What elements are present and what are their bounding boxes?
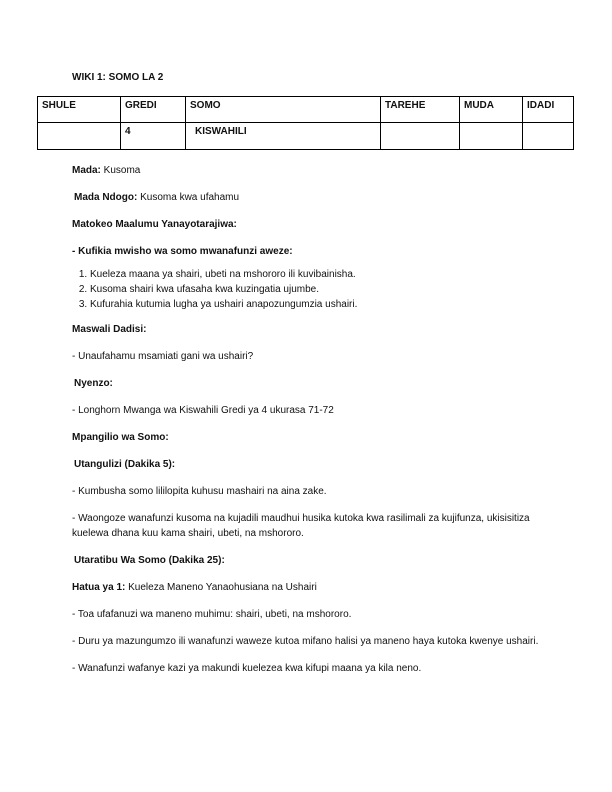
utangulizi-item-2: - Waongoze wanafunzi kusoma na kujadili maudhui husika kutoka kwa rasilimali za kujifunza, ukisisitiza kuelewa dhana kuu kama shairi, ubeti, na mshororo. xyxy=(72,513,530,539)
matokeo-heading: Matokeo Maalumu Yanayotarajiwa: xyxy=(72,219,237,230)
cell-somo: KISWAHILI xyxy=(186,123,381,150)
mpangilio-heading: Mpangilio wa Somo: xyxy=(72,432,169,443)
objectives-list xyxy=(72,267,542,312)
mada-ndogo-label: Mada Ndogo: xyxy=(74,192,138,203)
header-somo: SOMO xyxy=(186,97,381,123)
hatua-item-3: - Wanafunzi wafanye kazi ya makundi kuelezea kwa kifupi maana ya kila neno. xyxy=(72,663,422,674)
hatua-line xyxy=(72,580,542,595)
lesson-content xyxy=(72,163,542,688)
lesson-info-table xyxy=(37,96,574,150)
lesson-heading: WIKI 1: SOMO LA 2 xyxy=(72,72,164,83)
list-item: 2. Kusoma shairi kwa ufasaha kwa kuzingatia ujumbe. xyxy=(90,282,542,297)
hatua-value: Kueleza Maneno Yanaohusiana na Ushairi xyxy=(125,582,317,593)
cell-tarehe xyxy=(381,123,460,150)
header-tarehe: TAREHE xyxy=(381,97,460,123)
matokeo-subheading: - Kufikia mwisho wa somo mwanafunzi aweze: xyxy=(72,246,293,257)
hatua-item-1: - Toa ufafanuzi wa maneno muhimu: shairi, ubeti, na mshororo. xyxy=(72,609,352,620)
mada-ndogo-value: Kusoma kwa ufahamu xyxy=(137,192,240,203)
header-muda: MUDA xyxy=(460,97,523,123)
utaratibu-heading: Utaratibu Wa Somo (Dakika 25): xyxy=(74,555,225,566)
utangulizi-heading: Utangulizi (Dakika 5): xyxy=(74,459,176,470)
hatua-label: Hatua ya 1: xyxy=(72,582,126,593)
maswali-text: - Unaufahamu msamiati gani wa ushairi? xyxy=(72,351,254,362)
header-idadi: IDADI xyxy=(523,97,574,123)
cell-idadi xyxy=(523,123,574,150)
mada-label: Mada: xyxy=(72,165,101,176)
nyenzo-heading: Nyenzo: xyxy=(74,378,113,389)
hatua-item-2: - Duru ya mazungumzo ili wanafunzi waweze kutoa mifano halisi ya maneno haya kutoka kwenye ushairi. xyxy=(72,636,539,647)
header-gredi: GREDI xyxy=(121,97,186,123)
mada-value: Kusoma xyxy=(100,165,141,176)
list-item: 1. Kueleza maana ya shairi, ubeti na mshororo ili kuvibainisha. xyxy=(90,267,542,282)
list-item: 3. Kufurahia kutumia lugha ya ushairi anapozungumzia ushairi. xyxy=(90,297,542,312)
mada-line xyxy=(72,163,542,178)
cell-gredi: 4 xyxy=(121,123,186,150)
nyenzo-text: - Longhorn Mwanga wa Kiswahili Gredi ya 4 ukurasa 71-72 xyxy=(72,405,334,416)
cell-muda xyxy=(460,123,523,150)
table-header-row xyxy=(38,97,574,123)
table-row xyxy=(38,123,574,150)
maswali-heading: Maswali Dadisi: xyxy=(72,324,147,335)
utangulizi-item-1: - Kumbusha somo lililopita kuhusu mashairi na aina zake. xyxy=(72,486,327,497)
mada-ndogo-line xyxy=(72,190,542,205)
cell-shule xyxy=(38,123,121,150)
header-shule: SHULE xyxy=(38,97,121,123)
